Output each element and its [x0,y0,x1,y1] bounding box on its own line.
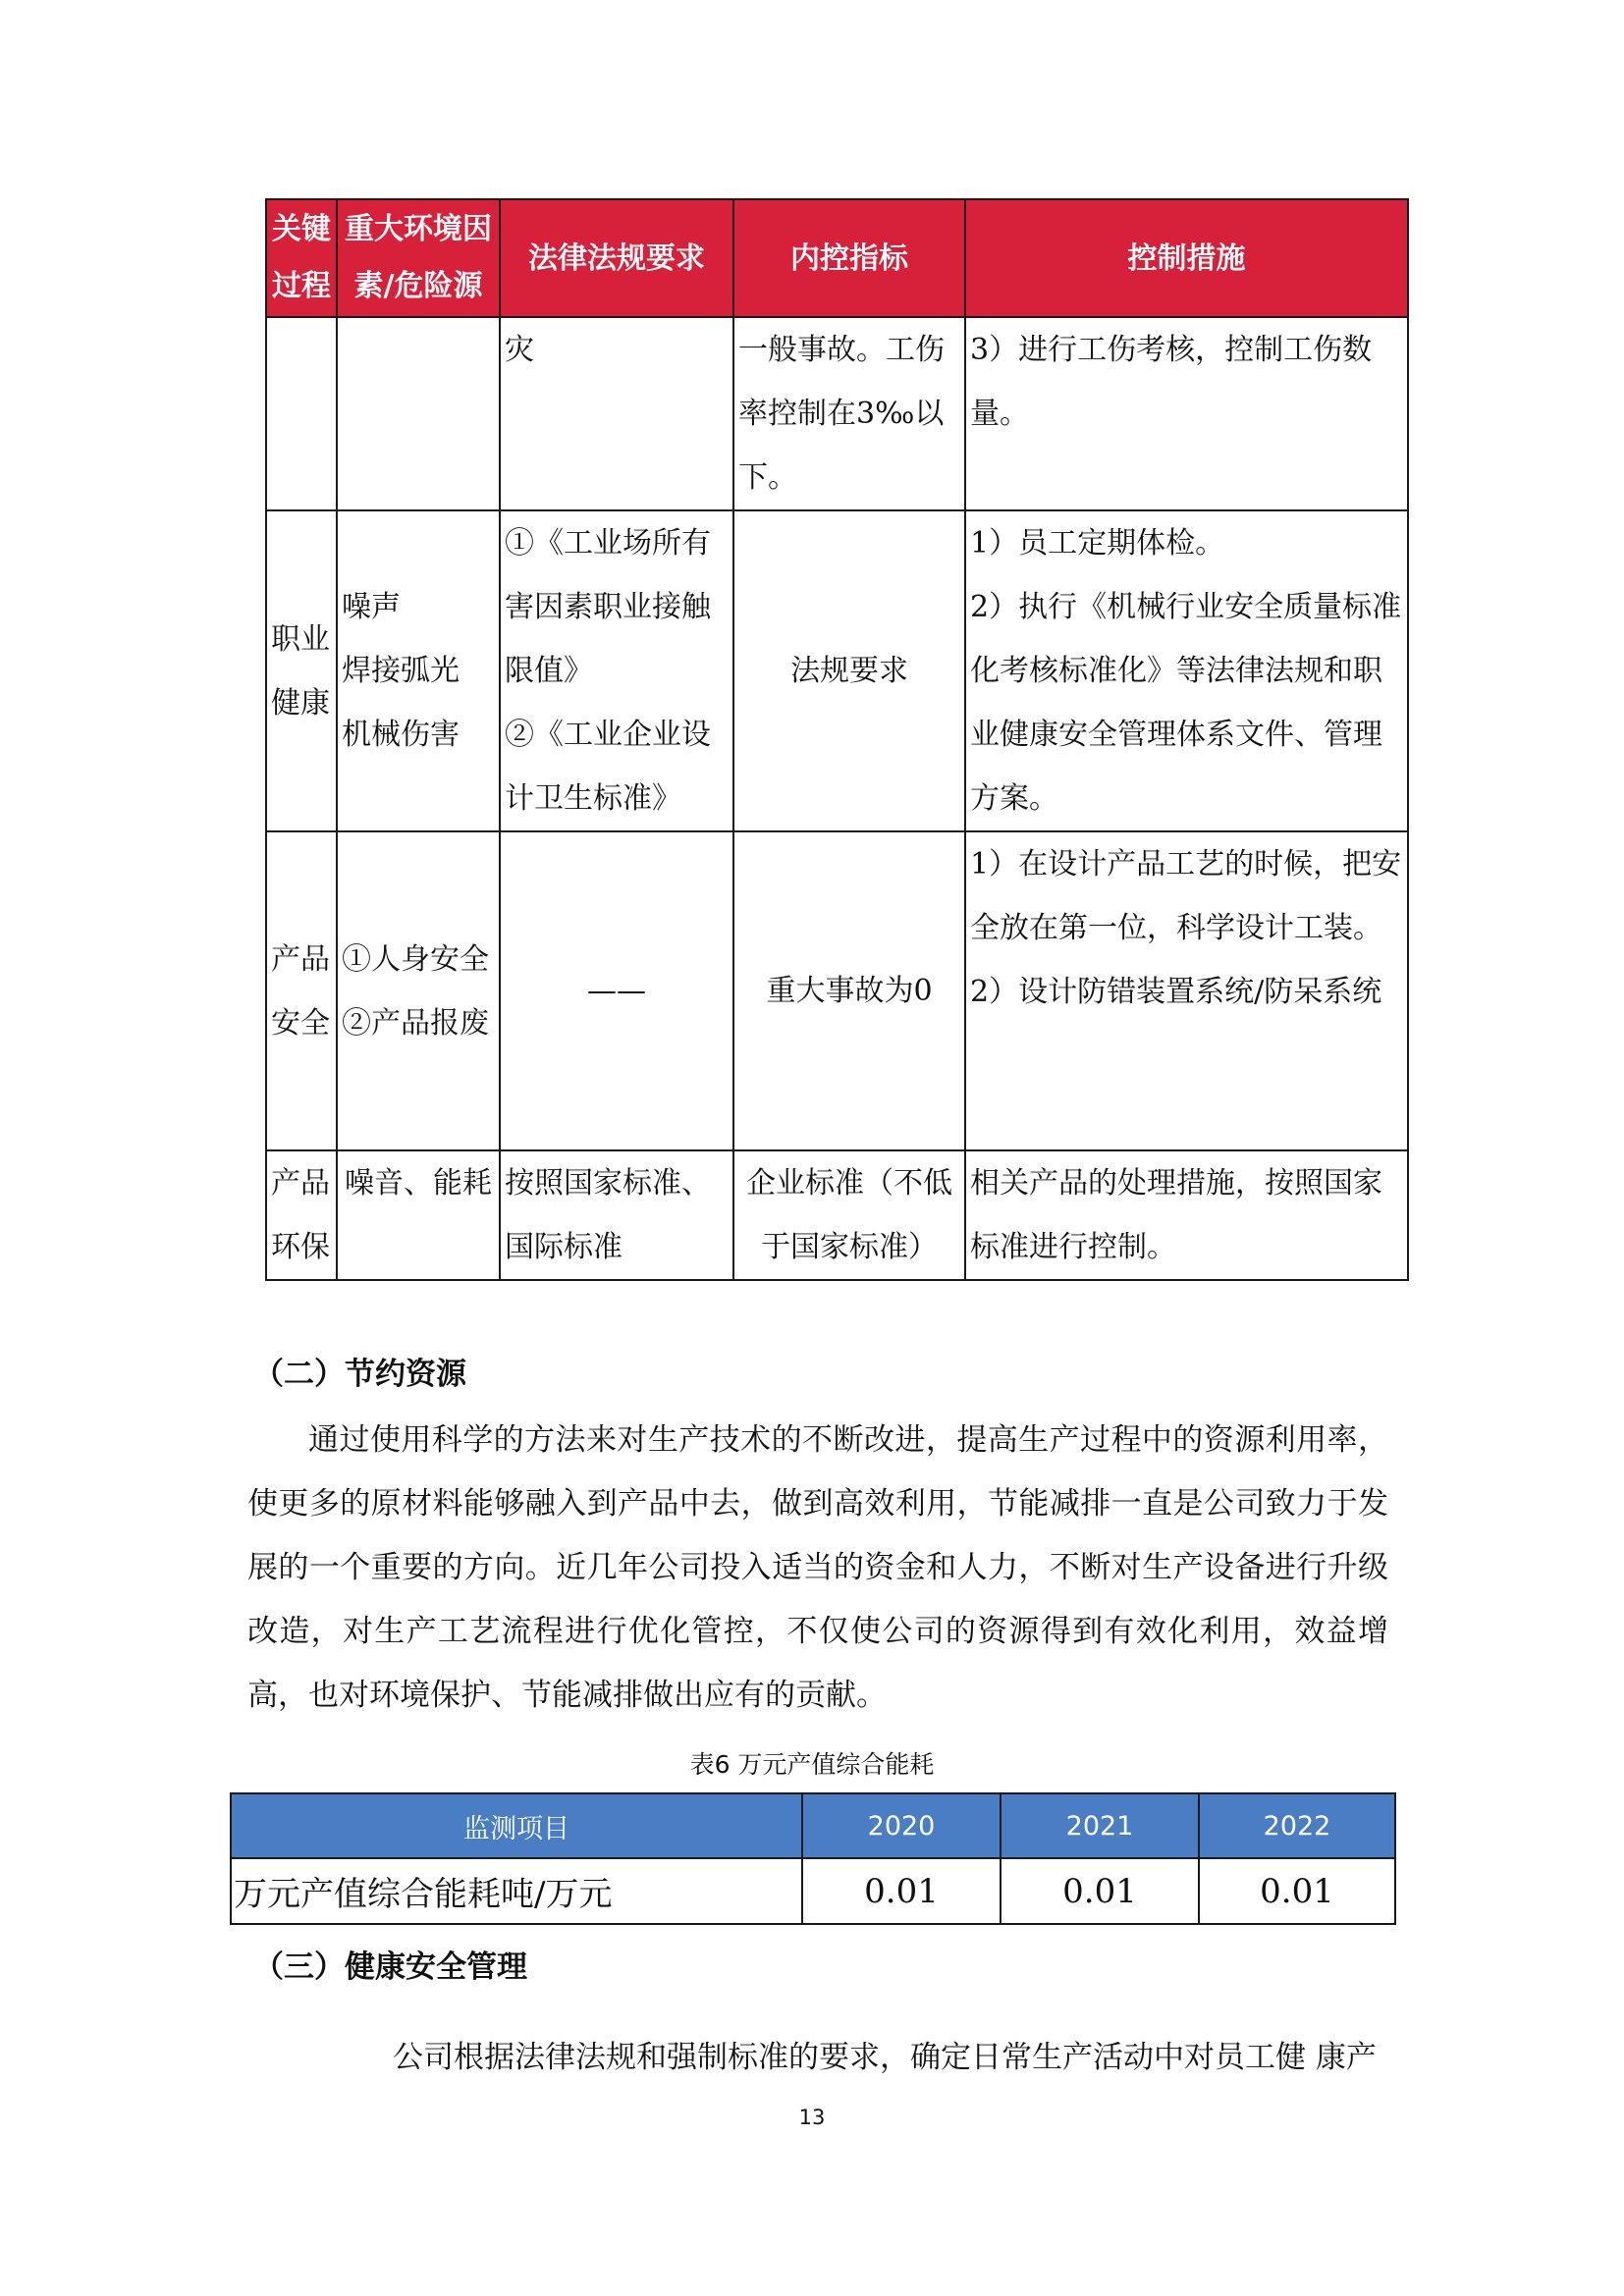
cell-text: 相关产品的处理措施，按照国家标准进行控制。 [970,1166,1382,1264]
cell-text: 1）员工定期体检。 2）执行《机械行业安全质量标准化考核标准化》等法律法规和职业健康安全管理体系文件、管理方案。 [970,526,1402,816]
header-key-process: 关键过程 [266,199,337,317]
table-cell [266,1150,337,1280]
header-year-2022: 2022 [1199,1793,1395,1858]
table-cell [500,831,733,1150]
cell-text: 产品安全 [271,941,330,1041]
header-env-factor: 重大环境因素/危险源 [337,199,500,317]
table-cell [337,510,500,831]
cell-text: ①人身安全 ②产品报废 [342,941,489,1041]
table-row [266,1150,1408,1280]
table-caption: 表6 万元产值综合能耗 [689,1750,935,1779]
cell-text: —— [587,974,646,1008]
table-cell [337,317,500,510]
header-monitor-item: 监测项目 [231,1793,802,1858]
header-legal-req: 法律法规要求 [500,199,733,317]
table-cell [733,510,965,831]
table-cell: 0.01 [802,1858,1001,1924]
cell-text: 噪声 焊接弧光 机械伤害 [342,590,460,752]
header-year-2020: 2020 [802,1793,1001,1858]
header-year-2021: 2021 [1001,1793,1199,1858]
table-cell [733,831,965,1150]
cell-text: 重大事故为0 [766,974,933,1008]
cell-text: ①《工业场所有害因素职业接触限值》 ②《工业企业设计卫生标准》 [505,526,711,816]
cell-text: 职业健康 [271,621,330,721]
table-row [266,510,1408,831]
header-control-measures: 控制措施 [965,199,1408,317]
cell-text: 3）进行工伤考核，控制工伤数量。 [970,333,1373,431]
table-cell [733,317,965,510]
table-row [266,317,1408,510]
section-heading-health-safety: （三）健康安全管理 [253,1949,527,1985]
page-number: 13 [798,2106,826,2129]
section-heading-save-resources: （二）节约资源 [253,1357,466,1392]
table-cell [965,510,1408,831]
cell-text: 产品环保 [271,1166,330,1264]
header-internal-index: 内控指标 [733,199,965,317]
table-cell [965,317,1408,510]
table-header-row [266,199,1408,317]
table-cell [500,317,733,510]
table-cell [733,1150,965,1280]
table-cell: 0.01 [1199,1858,1395,1924]
cell-text: 企业标准（不低于国家标准） [746,1166,952,1264]
cell-text: 灾 [505,333,534,367]
body-paragraph: 公司根据法律法规和强制标准的要求，确定日常生产活动中对员工健 康产 [393,2040,1377,2075]
table-cell [500,1150,733,1280]
cell-text: 1）在设计产品工艺的时候，把安全放在第一位，科学设计工装。 2）设计防错装置系统/防呆系统 [970,847,1402,1009]
table-cell: 万元产值综合能耗吨/万元 [231,1858,802,1924]
table-cell [337,1150,500,1280]
table-cell [500,510,733,831]
cell-text: 一般事故。工伤率控制在3‰以下。 [738,333,945,495]
table-cell [266,831,337,1150]
table-row [231,1858,1395,1924]
table-cell: 0.01 [1001,1858,1199,1924]
energy-consumption-table [230,1792,1396,1925]
table-row [266,831,1408,1150]
table-cell [266,317,337,510]
cell-text: 噪音、能耗 [345,1166,492,1201]
table-cell [965,1150,1408,1280]
body-paragraph: 通过使用科学的方法来对生产技术的不断改进，提高生产过程中的资源利用率，使更多的原材料能够融入到产品中去，做到高效利用，节能减排一直是公司致力于发展的一个重要的方向。近几年公司投入适当的资金和人力，不断对生产设备进行升级改造，对生产工艺流程进行优化管控，不仅使公司的资源得到有效化利用，效益增高，也对环境保护、节能减排做出应有的贡献。 [247,1422,1388,1713]
table-cell [266,510,337,831]
cell-text: 按照国家标准、国际标准 [505,1166,711,1264]
table-header-row [231,1793,1395,1858]
env-safety-table [265,198,1409,1281]
table-cell [337,831,500,1150]
table-cell [965,831,1408,1150]
cell-text: 法规要求 [790,654,908,688]
